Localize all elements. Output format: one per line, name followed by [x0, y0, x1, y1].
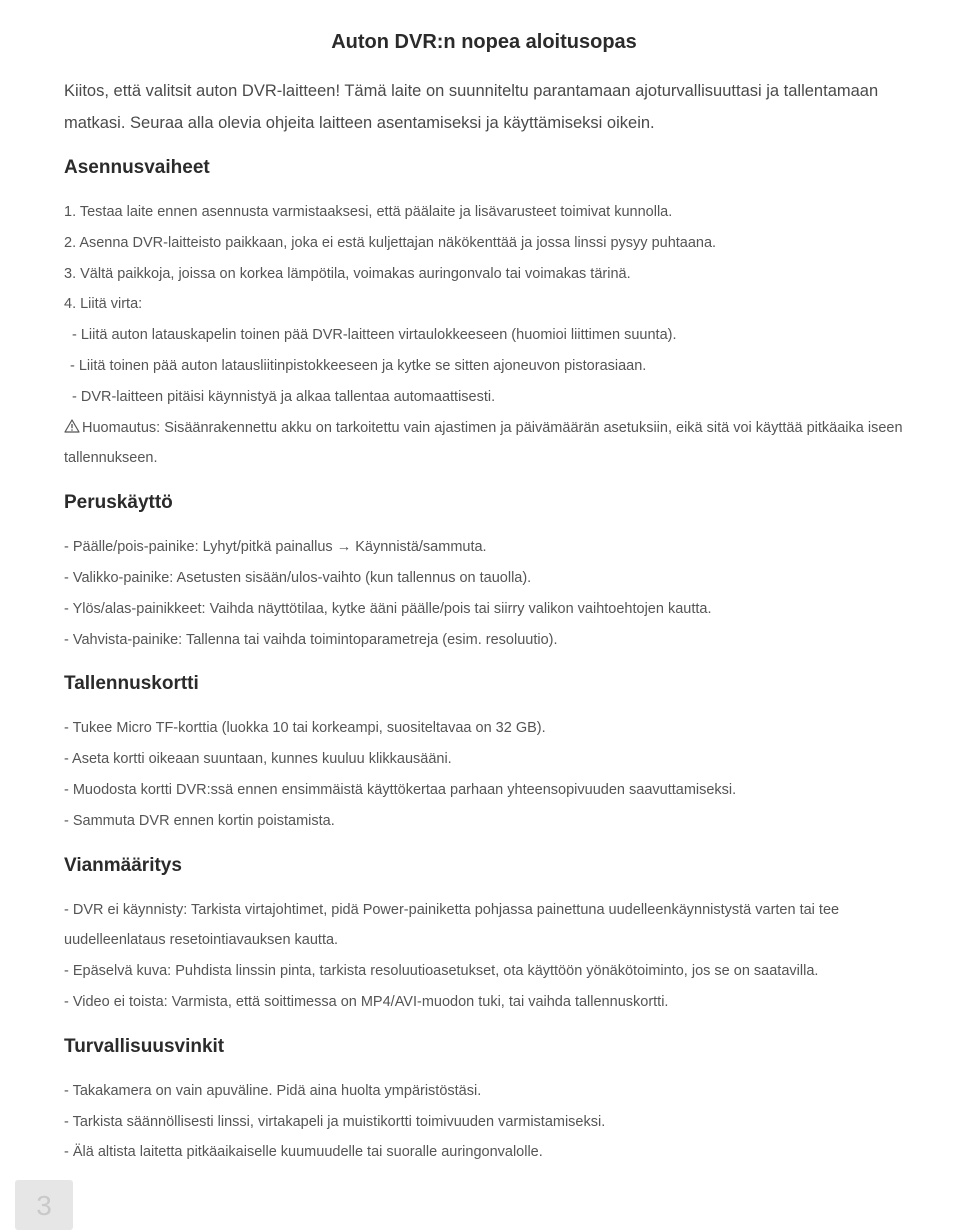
safety-item: - Takakamera on vain apuväline. Pidä aina huolta ympäristöstäsi. — [64, 1082, 482, 1099]
section-safety — [64, 1032, 904, 1168]
page-number-badge: 3 — [15, 1180, 73, 1230]
section-heading-troubleshooting: Vianmääritys — [64, 854, 182, 876]
document-title: Auton DVR:n nopea aloitusopas — [331, 31, 637, 53]
troubleshooting-item: - Video ei toista: Varmista, että soittimessa on MP4/AVI-muodon tuki, tai vaihda tallennuskortti. — [64, 993, 669, 1010]
install-step-1: 1. Testaa laite ennen asennusta varmistaaksesi, että päälaite ja lisävarusteet toimivat kunnolla. — [64, 204, 673, 220]
warning-triangle-icon — [64, 419, 80, 433]
install-substep-3: - DVR-laitteen pitäisi käynnistyä ja alkaa tallentaa automaattisesti. — [72, 388, 496, 405]
section-basic-usage — [64, 488, 904, 655]
memory-card-list — [64, 713, 904, 836]
install-step-4: 4. Liitä virta: — [64, 296, 143, 313]
install-step-3: 3. Vältä paikkoja, joissa on korkea lämpötila, voimakas auringonvalo tai voimakas tärinä. — [64, 265, 631, 282]
section-heading-memory-card: Tallennuskortti — [64, 673, 199, 695]
document-page — [64, 0, 904, 1168]
section-troubleshooting — [64, 851, 904, 1018]
installation-steps — [64, 197, 904, 474]
section-heading-basic-usage: Peruskäyttö — [64, 492, 173, 514]
memory-card-item: - Muodosta kortti DVR:ssä ennen ensimmäistä käyttökertaa parhaan yhteensopivuuden saavuttamiseksi. — [64, 781, 737, 798]
install-note-text: Huomautus: Sisäänrakennettu akku on tarkoitettu vain ajastimen ja päivämäärän asetuksiin, eikä sitä voi käyttää pitkäaika iseen tallennukseen. — [64, 419, 903, 467]
troubleshooting-list — [64, 895, 904, 1018]
basic-usage-list — [64, 532, 904, 655]
troubleshooting-item: - DVR ei käynnisty: Tarkista virtajohtimet, pidä Power-painiketta pohjassa painettuna uudelleenkäynnistystä varten tai tee uudelleenlataus resetointiavauksen kautta. — [64, 901, 840, 949]
memory-card-item: - Sammuta DVR ennen kortin poistamista. — [64, 812, 335, 829]
memory-card-item: - Aseta kortti oikeaan suuntaan, kunnes kuuluu klikkausääni. — [64, 751, 452, 768]
memory-card-item: - Tukee Micro TF-korttia (luokka 10 tai korkeampi, suositeltavaa on 32 GB). — [64, 720, 546, 737]
section-heading-safety: Turvallisuusvinkit — [64, 1035, 225, 1057]
safety-item: - Tarkista säännöllisesti linssi, virtakapeli ja muistikortti toimivuuden varmistamiseksi. — [64, 1113, 606, 1130]
section-installation — [64, 153, 904, 474]
section-heading-installation: Asennusvaiheet — [64, 157, 210, 178]
install-note — [64, 413, 904, 475]
install-step-2: 2. Asenna DVR-laitteisto paikkaan, joka ei estä kuljettajan näkökenttää ja jossa linssi pysyy puhtaana. — [64, 234, 717, 251]
safety-item: - Älä altista laitetta pitkäaikaiselle kuumuudelle tai suoralle auringonvalolle. — [64, 1144, 543, 1161]
usage-item: - Ylös/alas-painikkeet: Vaihda näyttötilaa, kytke ääni päälle/pois tai siirry valikon vaihtoehtojen kautta. — [64, 600, 712, 617]
usage-item: - Valikko-painike: Asetusten sisään/ulos-vaihto (kun tallennus on tauolla). — [64, 569, 532, 586]
usage-item: - Päälle/pois-painike: Lyhyt/pitkä painallus → Käynnistä/sammuta. — [64, 539, 487, 556]
install-substep-1: - Liitä auton latauskapelin toinen pää DVR-laitteen virtaulokkeeseen (huomioi liittimen suunta). — [72, 327, 677, 344]
install-substep-2: - Liitä toinen pää auton latausliitinpistokkeeseen ja kytke se sitten ajoneuvon pistorasiaan. — [70, 357, 647, 374]
section-memory-card — [64, 669, 904, 836]
usage-item: - Vahvista-painike: Tallenna tai vaihda toimintoparametreja (esim. resoluutio). — [64, 631, 558, 648]
safety-list — [64, 1076, 904, 1168]
intro-paragraph: Kiitos, että valitsit auton DVR-laitteen! Tämä laite on suunniteltu parantamaan ajoturvallisuuttasi ja tallentamaan matkasi. Seuraa alla olevia ohjeita laitteen asentamiseksi ja käyttämiseksi oikein. — [64, 82, 879, 132]
troubleshooting-item: - Epäselvä kuva: Puhdista linssin pinta, tarkista resoluutioasetukset, ota käyttöön yönäkötoiminto, jos se on saatavilla. — [64, 963, 819, 980]
